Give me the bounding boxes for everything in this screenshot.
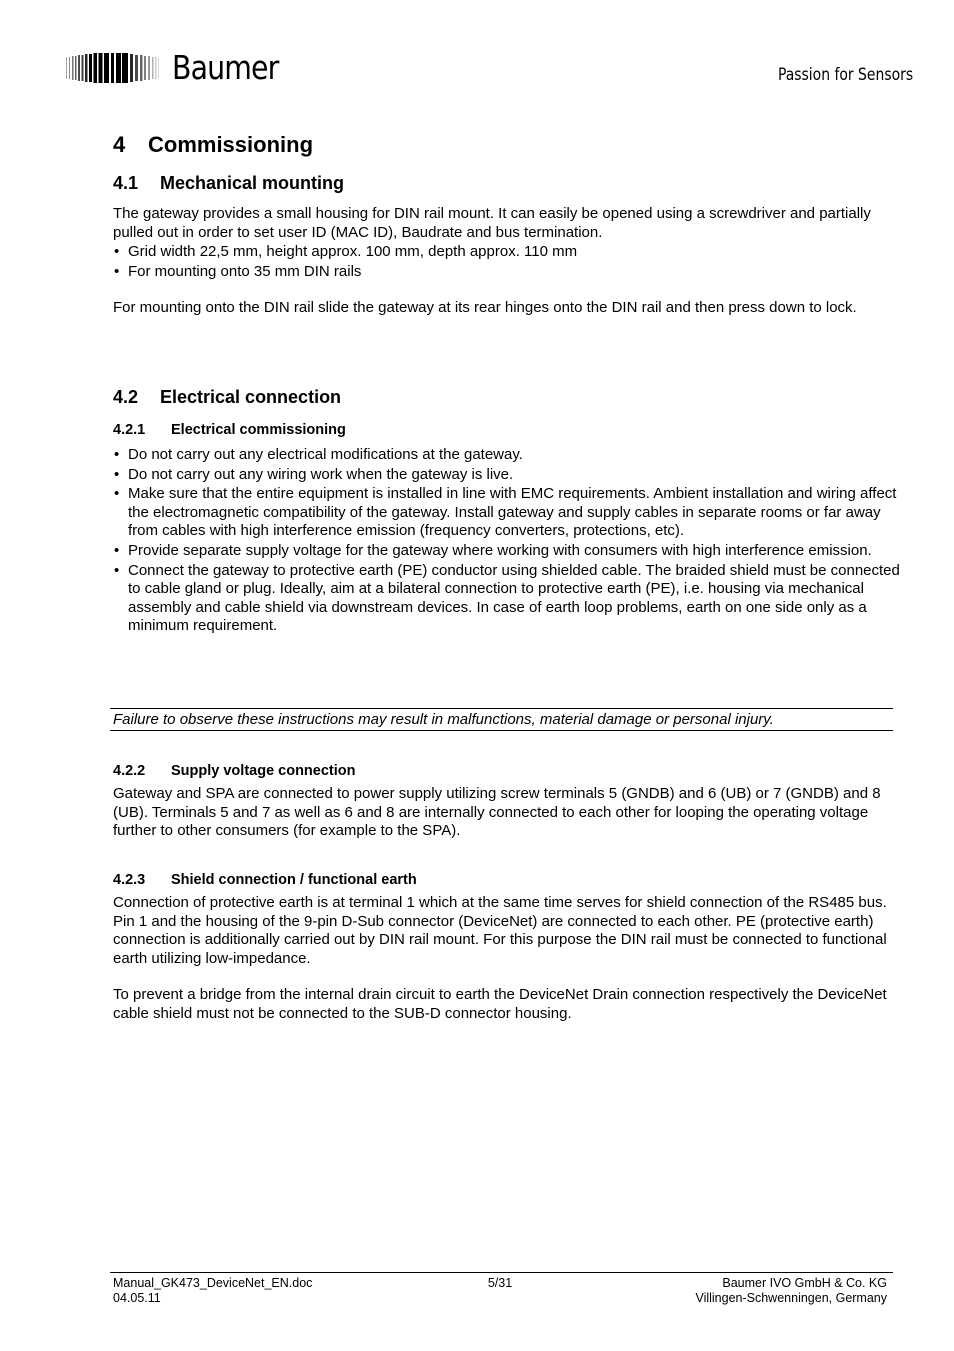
- bullet-list: [113, 446, 903, 637]
- subsection-number: 4.2.1: [113, 422, 146, 438]
- baumer-logo-icon: [66, 53, 160, 83]
- note-top-rule: [110, 708, 893, 709]
- subsection-heading-4-2-2: [113, 762, 356, 780]
- bullet-list: [113, 243, 903, 282]
- footer-company: Baumer IVO GmbH & Co. KG: [722, 1276, 887, 1290]
- subsection-number: 4.2.2: [113, 763, 146, 779]
- section-number: 4.2: [113, 387, 139, 407]
- list-item: • For mounting onto 35 mm DIN rails: [113, 263, 903, 282]
- chapter-title: Commissioning: [148, 132, 314, 157]
- list-item: • Grid width 22,5 mm, height approx. 100 mm, depth approx. 110 mm: [113, 243, 903, 262]
- section-title: Mechanical mounting: [160, 173, 345, 193]
- footer-left: [113, 1276, 312, 1306]
- chapter-number: 4: [113, 132, 126, 157]
- tagline: Passion for Sensors: [777, 65, 914, 85]
- list-item: • Connect the gateway to protective earth (PE) conductor using shielded cable. The braided shield must be connected to cable gland or plug. Ideally, aim at a bilateral connection to protective earth (PE), i.e. housing via mechanical assembly and cable shield via downstream devices. In case of earth loop problems, earth on one side only as a minimum requirement.: [113, 562, 903, 636]
- paragraph: For mounting onto the DIN rail slide the gateway at its rear hinges onto the DIN rail and then press down to lock.: [113, 299, 857, 316]
- footer-date: 04.05.11: [113, 1291, 161, 1305]
- section-title: Electrical connection: [160, 387, 342, 407]
- subsection-title: Electrical commissioning: [171, 422, 346, 438]
- subsection-number: 4.2.3: [113, 872, 146, 888]
- list-item: • Do not carry out any electrical modifications at the gateway.: [113, 446, 903, 465]
- chapter-heading: [113, 131, 313, 159]
- subsection-heading-4-2-1: [113, 421, 346, 439]
- footer-rule: [110, 1272, 893, 1273]
- paragraph: Gateway and SPA are connected to power supply utilizing screw terminals 5 (GNDB) and 6 (UB) or 7 (GNDB) and 8 (UB). Terminals 5 and 7 as well as 6 and 8 are internally connected to each other for looping the operating voltage further to other consumers (for example to the SPA).: [113, 785, 881, 839]
- list-item: • Make sure that the entire equipment is installed in line with EMC requirements. Ambient installation and wiring affect the electromagnetic compatibility of the gateway. Install gateway and supply cables in separate rooms or far away from cables with high interference emission (frequency converters, protections, etc).: [113, 485, 903, 541]
- footer-right: [620, 1276, 887, 1306]
- list-item: • Provide separate supply voltage for the gateway where working with consumers with high interference emission.: [113, 542, 903, 561]
- paragraph: Connection of protective earth is at terminal 1 which at the same time serves for shield connection of the RS485 bus. Pin 1 and the housing of the 9-pin D-Sub connector (DeviceNet) are connected to each other. PE (protective earth) connection is additionally carried out by DIN rail mount. For this purpose the DIN rail must be connected to functional earth utilizing low-impedance.: [113, 894, 887, 967]
- subsection-title: Supply voltage connection: [171, 763, 356, 779]
- section-heading-4-2: [113, 386, 341, 408]
- section-number: 4.1: [113, 173, 139, 193]
- note-bottom-rule: [110, 730, 893, 731]
- subsection-heading-4-2-3: [113, 871, 417, 889]
- list-item: • Do not carry out any wiring work when the gateway is live.: [113, 466, 903, 485]
- warning-note: Failure to observe these instructions may result in malfunctions, material damage or personal injury.: [113, 711, 774, 728]
- section-heading-4-1: [113, 172, 344, 194]
- footer-filename: Manual_GK473_DeviceNet_EN.doc: [113, 1276, 313, 1290]
- subsection-title: Shield connection / functional earth: [171, 872, 417, 888]
- paragraph: To prevent a bridge from the internal drain circuit to earth the DeviceNet Drain connection respectively the DeviceNet cable shield must not be connected to the SUB-D connector housing.: [113, 986, 887, 1022]
- paragraph: The gateway provides a small housing for DIN rail mount. It can easily be opened using a screwdriver and partially pulled out in order to set user ID (MAC ID), Baudrate and bus termination.: [113, 205, 871, 241]
- brand-name: Baumer: [172, 48, 279, 87]
- footer-location: Villingen-Schwenningen, Germany: [695, 1291, 887, 1305]
- page-number: 5/31: [487, 1276, 513, 1290]
